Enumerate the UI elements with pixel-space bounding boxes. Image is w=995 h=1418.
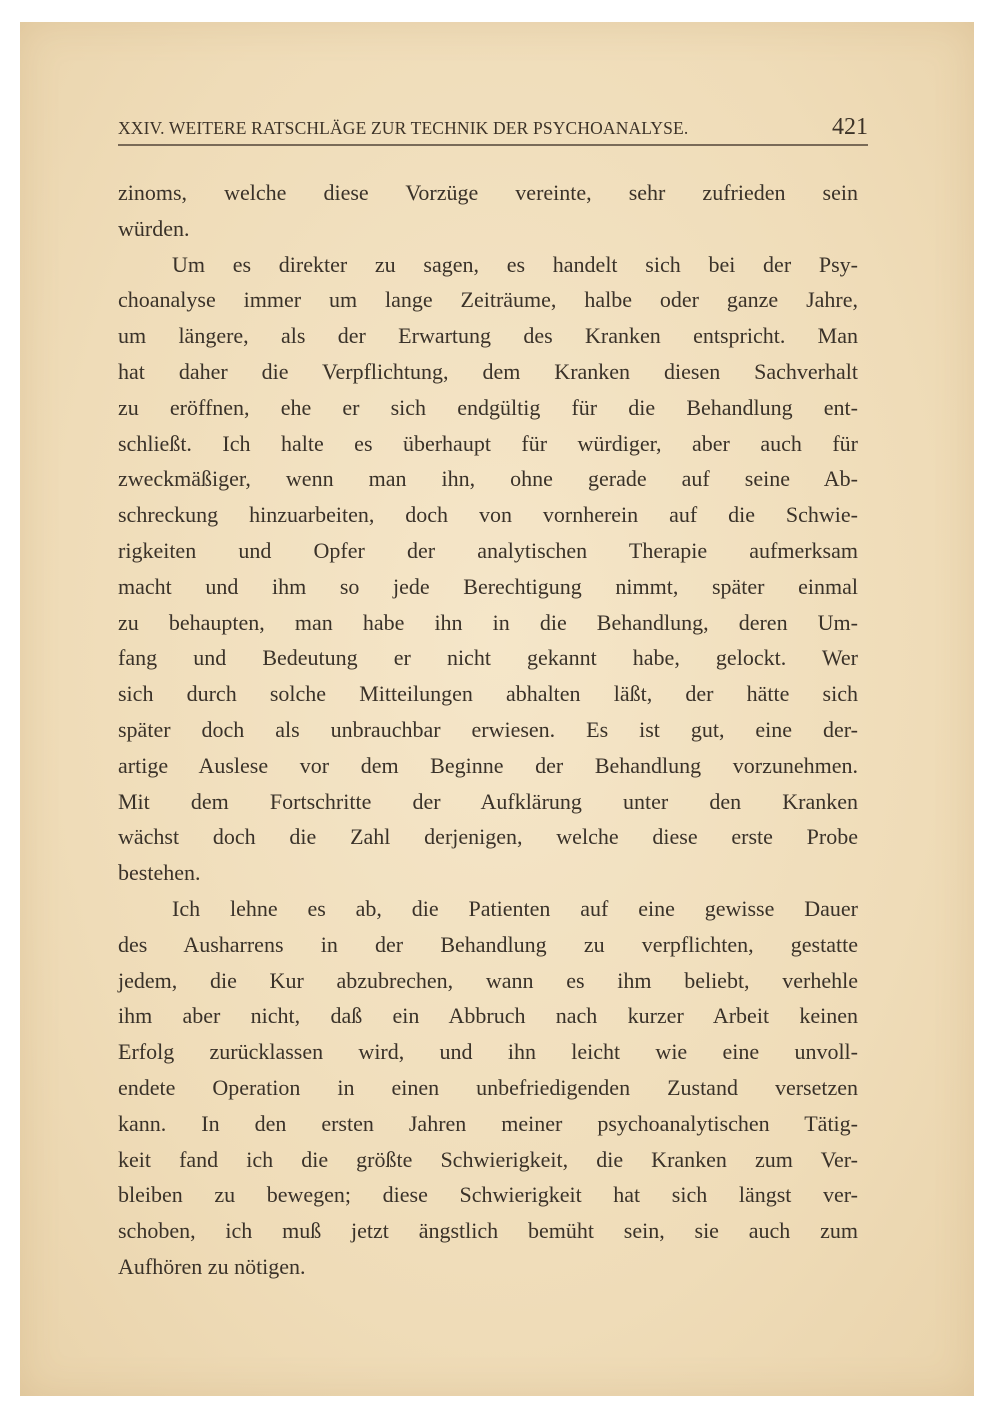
- text-line: ihm aber nicht, daß ein Abbruch nach kurzer Arbeit keinen: [118, 1003, 858, 1029]
- text-line: zinoms, welche diese Vorzüge vereinte, sehr zufrieden sein: [118, 180, 858, 205]
- text-line: um längere, als der Erwartung des Kranken entspricht. Man: [118, 323, 858, 349]
- text-line: rigkeiten und Opfer der analytischen Therapie aufmerksam: [118, 537, 858, 563]
- text-line: zu eröffnen, ehe er sich endgültig für die Behandlung ent-: [118, 394, 858, 420]
- text-line: später doch als unbrauchbar erwiesen. Es ist gut, eine der-: [118, 716, 858, 742]
- text-line: schreckung hinzuarbeiten, doch von vornherein auf die Schwie-: [118, 502, 858, 528]
- text-line: sich durch solche Mitteilungen abhalten läßt, der hätte sich: [118, 681, 858, 707]
- body-text: [118, 175, 858, 1285]
- text-line: bleiben zu bewegen; diese Schwierigkeit hat sich längst ver-: [118, 1182, 858, 1208]
- text-line: jedem, die Kur abzubrechen, wann es ihm beliebt, verhehle: [118, 967, 858, 993]
- text-line: Aufhören zu nötigen.: [118, 1253, 306, 1279]
- text-line: Erfolg zurücklassen wird, und ihn leicht wie eine unvoll-: [118, 1039, 858, 1065]
- page-number: 421: [832, 114, 868, 140]
- text-line: Um es direkter zu sagen, es handelt sich bei der Psy-: [172, 251, 858, 277]
- text-line: endete Operation in einen unbefriedigenden Zustand versetzen: [118, 1074, 858, 1100]
- text-line: Ich lehne es ab, die Patienten auf eine gewisse Dauer: [172, 895, 858, 921]
- running-header: [118, 112, 868, 142]
- text-line: schließt. Ich halte es überhaupt für würdiger, aber auch für: [118, 430, 858, 456]
- text-line: des Ausharrens in der Behandlung zu verpflichten, gestatte: [118, 931, 858, 957]
- text-line: fang und Bedeutung er nicht gekannt habe, gelockt. Wer: [118, 645, 858, 671]
- text-line: würden.: [118, 215, 190, 241]
- header-rule: [118, 144, 868, 146]
- text-line: macht und ihm so jede Berechtigung nimmt, später einmal: [118, 573, 858, 599]
- text-line: artige Auslese vor dem Beginne der Behandlung vorzunehmen.: [118, 752, 858, 778]
- text-line: bestehen.: [118, 860, 201, 886]
- text-line: keit fand ich die größte Schwierigkeit, die Kranken zum Ver-: [118, 1146, 858, 1172]
- text-line: zweckmäßiger, wenn man ihn, ohne gerade auf seine Ab-: [118, 466, 858, 492]
- text-line: hat daher die Verpflichtung, dem Kranken diesen Sachverhalt: [118, 358, 858, 384]
- text-line: choanalyse immer um lange Zeiträume, halbe oder ganze Jahre,: [118, 287, 858, 313]
- text-line: Mit dem Fortschritte der Aufklärung unter den Kranken: [118, 788, 858, 814]
- chapter-title: XXIV. WEITERE RATSCHLÄGE ZUR TECHNIK DER PSYCHOANALYSE.: [118, 118, 689, 138]
- text-line: schoben, ich muß jetzt ängstlich bemüht sein, sie auch zum: [118, 1218, 858, 1244]
- text-line: zu behaupten, man habe ihn in die Behandlung, deren Um-: [118, 609, 858, 635]
- text-line: kann. In den ersten Jahren meiner psychoanalytischen Tätig-: [118, 1110, 858, 1136]
- text-line: wächst doch die Zahl derjenigen, welche diese erste Probe: [118, 824, 858, 850]
